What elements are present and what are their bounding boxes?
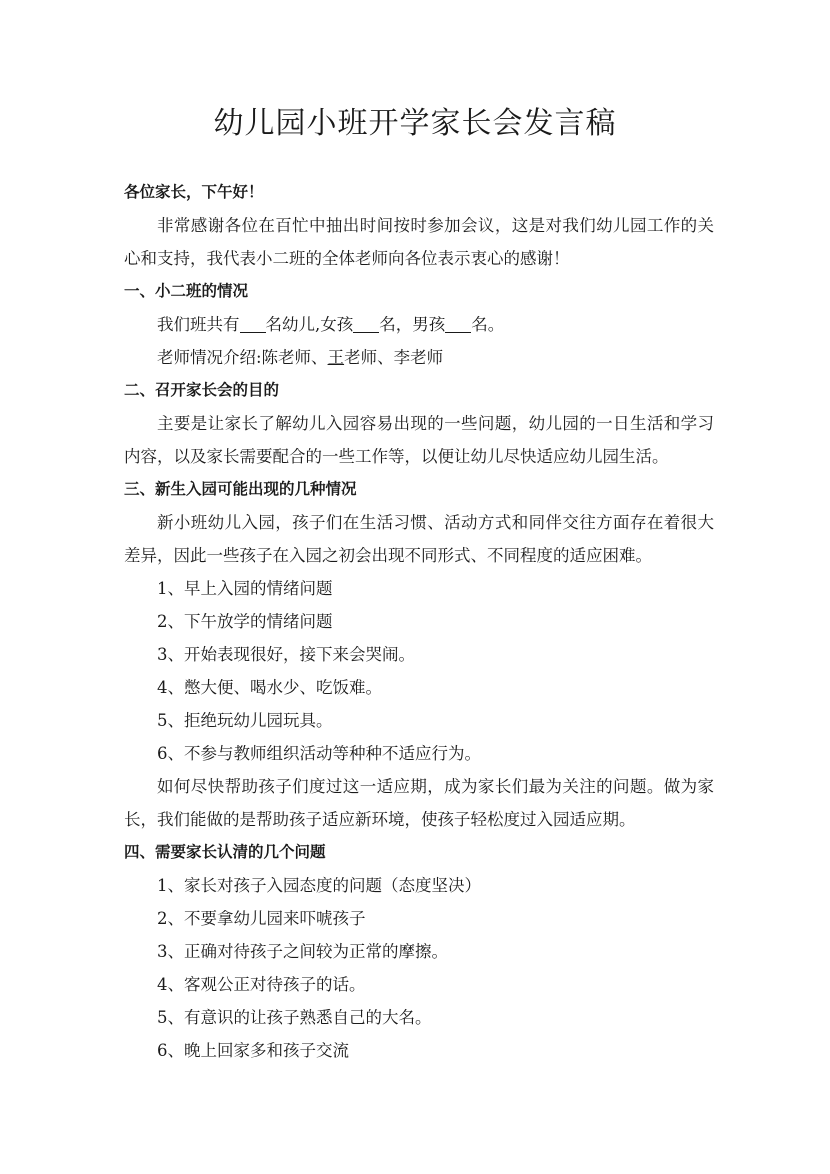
document-body: [124, 176, 714, 1067]
section-1-heading: 一、小二班的情况: [124, 282, 249, 300]
section-2-heading: 二、召开家长会的目的: [124, 381, 280, 399]
list-item: 2、下午放学的情绪问题: [157, 612, 333, 631]
list-item: 4、憋大便、喝水少、吃饭难。: [157, 678, 382, 697]
teachers-suffix: 老师、李老师: [344, 348, 444, 367]
intro-line-1: 非常感谢各位在百忙中抽出时间按时参加会议，这是对我们幼儿园工作的关: [157, 216, 714, 235]
document-title: 幼儿园小班开学家长会发言稿: [213, 106, 617, 141]
section-3-heading: 三、新生入园可能出现的几种情况: [124, 480, 357, 498]
count-text-4: 名。: [471, 315, 505, 334]
section-3-closing-line-2: 长，我们能做的是帮助孩子适应新环境，使孩子轻松度过入园适应期。: [124, 810, 636, 829]
section-2-line-2: 内容，以及家长需要配合的一些工作等，以便让幼儿尽快适应幼儿园生活。: [124, 447, 669, 466]
count-text-3: 名，男孩: [379, 315, 446, 334]
list-item: 5、有意识的让孩子熟悉自己的大名。: [157, 1008, 432, 1027]
section-2-line-1: 主要是让家长了解幼儿入园容易出现的一些问题，幼儿园的一日生活和学习: [157, 414, 714, 433]
blank-boys: [445, 314, 471, 333]
blank-total: [240, 314, 266, 333]
greeting: 各位家长，下午好！: [124, 183, 264, 201]
teachers-line: [124, 341, 714, 374]
section-4-heading: 四、需要家长认清的几个问题: [124, 843, 326, 861]
count-text-2: 名幼儿,女孩: [265, 315, 354, 334]
list-item: 3、正确对待孩子之间较为正常的摩擦。: [157, 942, 448, 961]
section-3-closing-line-1: 如何尽快帮助孩子们度过这一适应期，成为家长们最为关注的问题。做为家: [157, 777, 714, 796]
list-item: 6、不参与教师组织活动等种种不适应行为。: [157, 744, 481, 763]
list-item: 5、拒绝玩幼儿园玩具。: [157, 711, 333, 730]
list-item: 1、早上入园的情绪问题: [157, 579, 333, 598]
intro-line-2: 心和支持，我代表小二班的全体老师向各位表示衷心的感谢！: [124, 249, 570, 268]
class-count-line: [124, 308, 714, 341]
teachers-prefix: 老师情况介绍:陈老师、: [157, 348, 328, 367]
teacher-wang-underlined: 王: [327, 348, 345, 367]
list-item: 2、不要拿幼儿园来吓唬孩子: [157, 909, 366, 928]
count-text-1: 我们班共有: [157, 315, 240, 334]
section-3-line-1: 新小班幼儿入园，孩子们在生活习惯、活动方式和同伴交往方面存在着很大: [157, 513, 714, 532]
list-item: 1、家长对孩子入园态度的问题（态度坚决）: [157, 876, 481, 895]
section-3-line-2: 差异，因此一些孩子在入园之初会出现不同形式、不同程度的适应困难。: [124, 546, 652, 565]
list-item: 4、客观公正对待孩子的话。: [157, 975, 366, 994]
blank-girls: [353, 314, 379, 333]
list-item: 3、开始表现很好，接下来会哭闹。: [157, 645, 415, 664]
list-item: 6、晚上回家多和孩子交流: [157, 1041, 349, 1060]
